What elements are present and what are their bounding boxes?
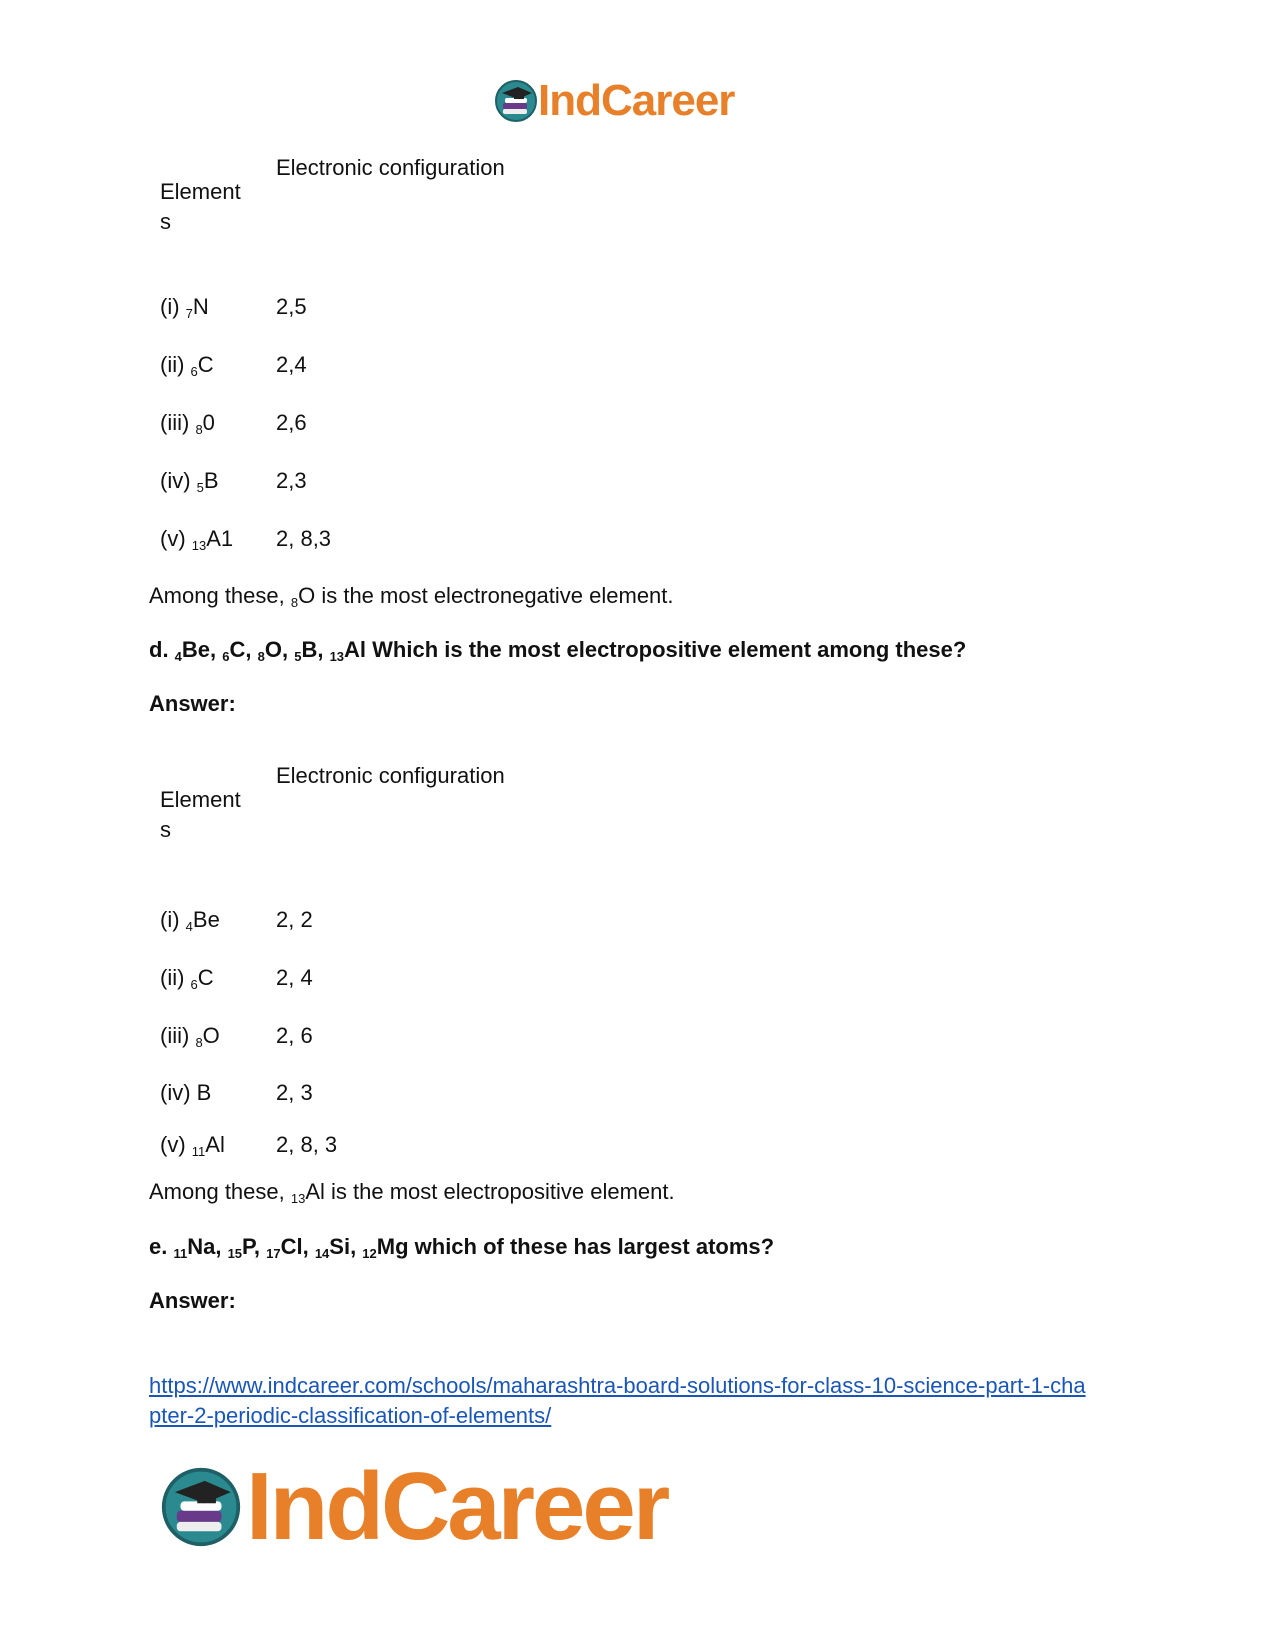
conclusion1-sub: 8 bbox=[290, 595, 299, 610]
header-logo bbox=[494, 76, 734, 126]
element-symbol: C bbox=[197, 965, 214, 990]
conclusion1-post: O is the most electronegative element. bbox=[298, 583, 674, 608]
atomic-number: 4 bbox=[185, 919, 193, 934]
element-symbol: O bbox=[202, 1023, 220, 1048]
atomic-number: 8 bbox=[257, 649, 265, 664]
question-text: which of these has largest atoms? bbox=[408, 1234, 775, 1259]
element-symbol: Al bbox=[205, 1132, 225, 1157]
table2-element-header-2: s bbox=[160, 817, 171, 842]
header-logo-text: IndCareer bbox=[538, 76, 735, 125]
conclusion2-post: Al is the most electropositive element. bbox=[305, 1179, 675, 1204]
graduation-cap-books-icon bbox=[160, 1466, 242, 1548]
atomic-number: 13 bbox=[191, 538, 207, 553]
atomic-number: 6 bbox=[190, 364, 198, 379]
footer-link-line1[interactable]: https://www.indcareer.com/schools/maharashtra-board-solutions-for-class-10-science-part-1-cha bbox=[149, 1373, 1086, 1398]
element-symbol: C bbox=[197, 352, 214, 377]
table1-element-header-1: Element bbox=[160, 179, 241, 204]
element-symbol: N bbox=[192, 294, 209, 319]
table1-config-cell: 2,5 bbox=[276, 294, 307, 319]
atomic-number: 5 bbox=[294, 649, 302, 664]
element-symbol: O, bbox=[264, 637, 295, 662]
question-label: e. bbox=[149, 1234, 174, 1259]
element-symbol: B, bbox=[301, 637, 330, 662]
table1-config-cell: 2, 8,3 bbox=[276, 526, 332, 551]
table2-config-cell: 2, 4 bbox=[276, 965, 313, 990]
element-symbol: C, bbox=[229, 637, 258, 662]
question-label: d. bbox=[149, 637, 175, 662]
atomic-number: 8 bbox=[195, 1035, 203, 1050]
table2-config-header: Electronic configuration bbox=[276, 763, 505, 788]
element-prefix: (ii) bbox=[160, 965, 191, 990]
element-symbol: Be, bbox=[181, 637, 223, 662]
element-symbol: A1 bbox=[206, 526, 234, 551]
element-prefix: (i) bbox=[160, 907, 186, 932]
table1-config-cell: 2,4 bbox=[276, 352, 307, 377]
conclusion-electropositive bbox=[149, 1178, 675, 1206]
element-prefix: (v) bbox=[160, 526, 192, 551]
footer-logo-text: IndCareer bbox=[246, 1453, 668, 1560]
table1-element-cell bbox=[160, 525, 233, 553]
table2-config-cell: 2, 3 bbox=[276, 1080, 313, 1105]
footer-logo bbox=[160, 1452, 667, 1562]
table1-element-cell bbox=[160, 409, 215, 437]
atomic-number: 11 bbox=[173, 1246, 188, 1261]
conclusion2-sub: 13 bbox=[290, 1191, 306, 1206]
element-prefix: (i) bbox=[160, 294, 186, 319]
table1-element-cell bbox=[160, 293, 209, 321]
table2-element-cell bbox=[160, 906, 220, 934]
question-text: Which is the most electropositive element among these? bbox=[366, 637, 967, 662]
atomic-number: 6 bbox=[222, 649, 230, 664]
table1-config-cell: 2,6 bbox=[276, 410, 307, 435]
table2-element-cell bbox=[160, 1079, 211, 1107]
table1-config-header: Electronic configuration bbox=[276, 155, 505, 180]
atomic-number: 11 bbox=[191, 1144, 206, 1159]
conclusion-electronegative bbox=[149, 582, 674, 610]
atomic-number: 15 bbox=[227, 1246, 243, 1261]
table2-element-cell bbox=[160, 1131, 225, 1159]
element-symbol: Na, bbox=[187, 1234, 228, 1259]
question-e bbox=[149, 1233, 774, 1261]
atomic-number: 4 bbox=[174, 649, 182, 664]
table1-element-header-2: s bbox=[160, 209, 171, 234]
element-prefix: (iv) bbox=[160, 468, 197, 493]
element-prefix: (iii) bbox=[160, 1023, 196, 1048]
element-prefix: (iii) bbox=[160, 410, 196, 435]
atomic-number: 8 bbox=[195, 422, 203, 437]
element-symbol: Al bbox=[344, 637, 367, 662]
element-symbol: P, bbox=[242, 1234, 267, 1259]
element-symbol: Mg bbox=[376, 1234, 409, 1259]
table2-element-cell bbox=[160, 1022, 220, 1050]
conclusion2-pre: Among these, bbox=[149, 1179, 291, 1204]
table1-element-cell bbox=[160, 467, 219, 495]
atomic-number: 14 bbox=[314, 1246, 330, 1261]
element-prefix: (ii) bbox=[160, 352, 191, 377]
table2-config-cell: 2, 2 bbox=[276, 907, 313, 932]
graduation-cap-books-icon bbox=[494, 79, 538, 123]
table2-element-cell bbox=[160, 964, 214, 992]
element-prefix: (iv) B bbox=[160, 1080, 212, 1105]
atomic-number: 5 bbox=[196, 480, 204, 495]
element-prefix: (v) bbox=[160, 1132, 192, 1157]
element-symbol: Be bbox=[192, 907, 220, 932]
atomic-number: 6 bbox=[190, 977, 198, 992]
atomic-number: 13 bbox=[329, 649, 345, 664]
element-symbol: B bbox=[203, 468, 219, 493]
element-symbol: 0 bbox=[202, 410, 215, 435]
answer-label-d: Answer: bbox=[149, 691, 236, 716]
atomic-number: 7 bbox=[185, 306, 193, 321]
table2-config-cell: 2, 8, 3 bbox=[276, 1132, 338, 1157]
question-d bbox=[149, 636, 966, 664]
table2-config-cell: 2, 6 bbox=[276, 1023, 313, 1048]
footer-link-line2[interactable]: pter-2-periodic-classification-of-elements/ bbox=[149, 1403, 552, 1428]
atomic-number: 17 bbox=[266, 1246, 281, 1261]
table2-element-header-1: Element bbox=[160, 787, 241, 812]
table1-element-cell bbox=[160, 351, 214, 379]
footer-source-link[interactable] bbox=[149, 1371, 1086, 1431]
atomic-number: 12 bbox=[362, 1246, 377, 1261]
conclusion1-pre: Among these, bbox=[149, 583, 291, 608]
table1-config-cell: 2,3 bbox=[276, 468, 307, 493]
element-symbol: Cl, bbox=[280, 1234, 315, 1259]
element-symbol: Si, bbox=[329, 1234, 363, 1259]
answer-label-e: Answer: bbox=[149, 1288, 236, 1313]
